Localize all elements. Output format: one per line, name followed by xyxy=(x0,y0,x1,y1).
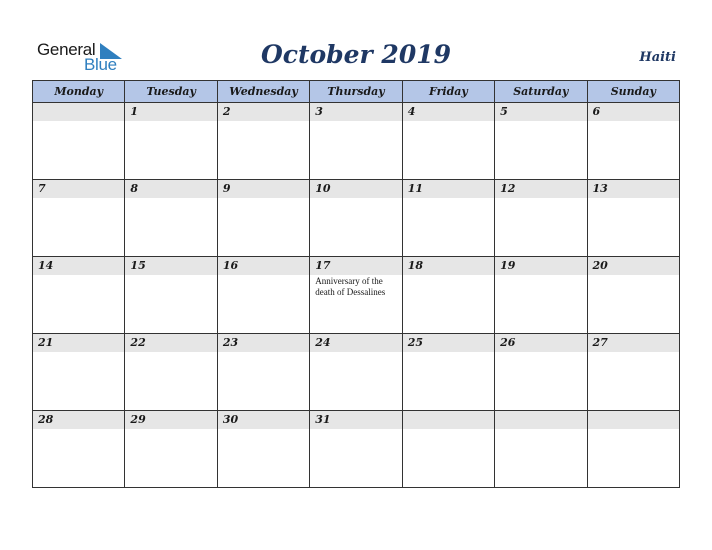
day-cell xyxy=(587,334,679,411)
week-row xyxy=(33,180,680,257)
day-number: 5 xyxy=(495,103,586,121)
weekday-header: Monday xyxy=(33,81,125,103)
weekday-header: Saturday xyxy=(495,81,587,103)
day-number: 30 xyxy=(218,411,309,429)
week-row xyxy=(33,257,680,334)
day-cell xyxy=(310,180,402,257)
day-cell xyxy=(217,411,309,488)
day-number: 10 xyxy=(310,180,401,198)
day-number xyxy=(403,411,494,429)
day-number: 20 xyxy=(588,257,679,275)
day-cell xyxy=(217,257,309,334)
day-number: 21 xyxy=(33,334,124,352)
calendar-title: October 2019 xyxy=(260,40,452,69)
day-number: 12 xyxy=(495,180,586,198)
day-number: 31 xyxy=(310,411,401,429)
day-cell xyxy=(217,334,309,411)
day-cell xyxy=(310,257,402,334)
day-cell xyxy=(310,334,402,411)
day-number xyxy=(495,411,586,429)
day-number: 23 xyxy=(218,334,309,352)
day-cell xyxy=(402,257,494,334)
weekday-header: Friday xyxy=(402,81,494,103)
day-cell xyxy=(402,103,494,180)
day-cell xyxy=(33,103,125,180)
logo-blue-text: Blue xyxy=(84,55,117,74)
day-cell xyxy=(310,103,402,180)
logo-general-text: General xyxy=(37,40,96,59)
day-number: 9 xyxy=(218,180,309,198)
day-number: 15 xyxy=(125,257,216,275)
day-number: 22 xyxy=(125,334,216,352)
day-cell xyxy=(587,180,679,257)
week-row xyxy=(33,103,680,180)
day-number: 16 xyxy=(218,257,309,275)
day-cell xyxy=(402,411,494,488)
weekday-header: Wednesday xyxy=(217,81,309,103)
day-cell xyxy=(587,103,679,180)
day-number: 14 xyxy=(33,257,124,275)
day-number: 13 xyxy=(588,180,679,198)
day-cell xyxy=(402,180,494,257)
day-cell xyxy=(33,180,125,257)
day-number: 2 xyxy=(218,103,309,121)
day-number: 6 xyxy=(588,103,679,121)
day-number: 27 xyxy=(588,334,679,352)
weekday-header: Sunday xyxy=(587,81,679,103)
day-number: 24 xyxy=(310,334,401,352)
day-cell xyxy=(310,411,402,488)
week-row xyxy=(33,334,680,411)
day-number: 26 xyxy=(495,334,586,352)
day-cell xyxy=(402,334,494,411)
day-number: 19 xyxy=(495,257,586,275)
day-cell xyxy=(495,411,587,488)
holiday-event: Anniversary of the death of Dessalines xyxy=(315,276,386,297)
day-cell xyxy=(33,411,125,488)
weekday-header: Tuesday xyxy=(125,81,217,103)
calendar-grid xyxy=(32,80,680,488)
day-cell xyxy=(495,334,587,411)
day-number: 18 xyxy=(403,257,494,275)
day-number xyxy=(33,103,124,121)
week-row xyxy=(33,411,680,488)
day-cell xyxy=(125,334,217,411)
day-number: 29 xyxy=(125,411,216,429)
day-number: 25 xyxy=(403,334,494,352)
day-cell xyxy=(33,257,125,334)
weekday-header: Thursday xyxy=(310,81,402,103)
day-cell xyxy=(217,180,309,257)
day-number: 3 xyxy=(310,103,401,121)
day-cell xyxy=(125,180,217,257)
day-number: 1 xyxy=(125,103,216,121)
day-cell xyxy=(125,257,217,334)
day-cell xyxy=(33,334,125,411)
day-number: 11 xyxy=(403,180,494,198)
day-cell xyxy=(217,103,309,180)
day-number: 28 xyxy=(33,411,124,429)
day-number: 7 xyxy=(33,180,124,198)
day-number xyxy=(588,411,679,429)
day-cell xyxy=(495,180,587,257)
day-cell xyxy=(495,103,587,180)
day-number: 4 xyxy=(403,103,494,121)
day-cell xyxy=(495,257,587,334)
day-cell xyxy=(587,257,679,334)
country-label: Haiti xyxy=(639,50,676,65)
day-cell xyxy=(587,411,679,488)
day-number: 17 xyxy=(310,257,401,275)
weekday-header-row xyxy=(33,81,680,103)
day-number: 8 xyxy=(125,180,216,198)
day-cell xyxy=(125,103,217,180)
day-cell xyxy=(125,411,217,488)
